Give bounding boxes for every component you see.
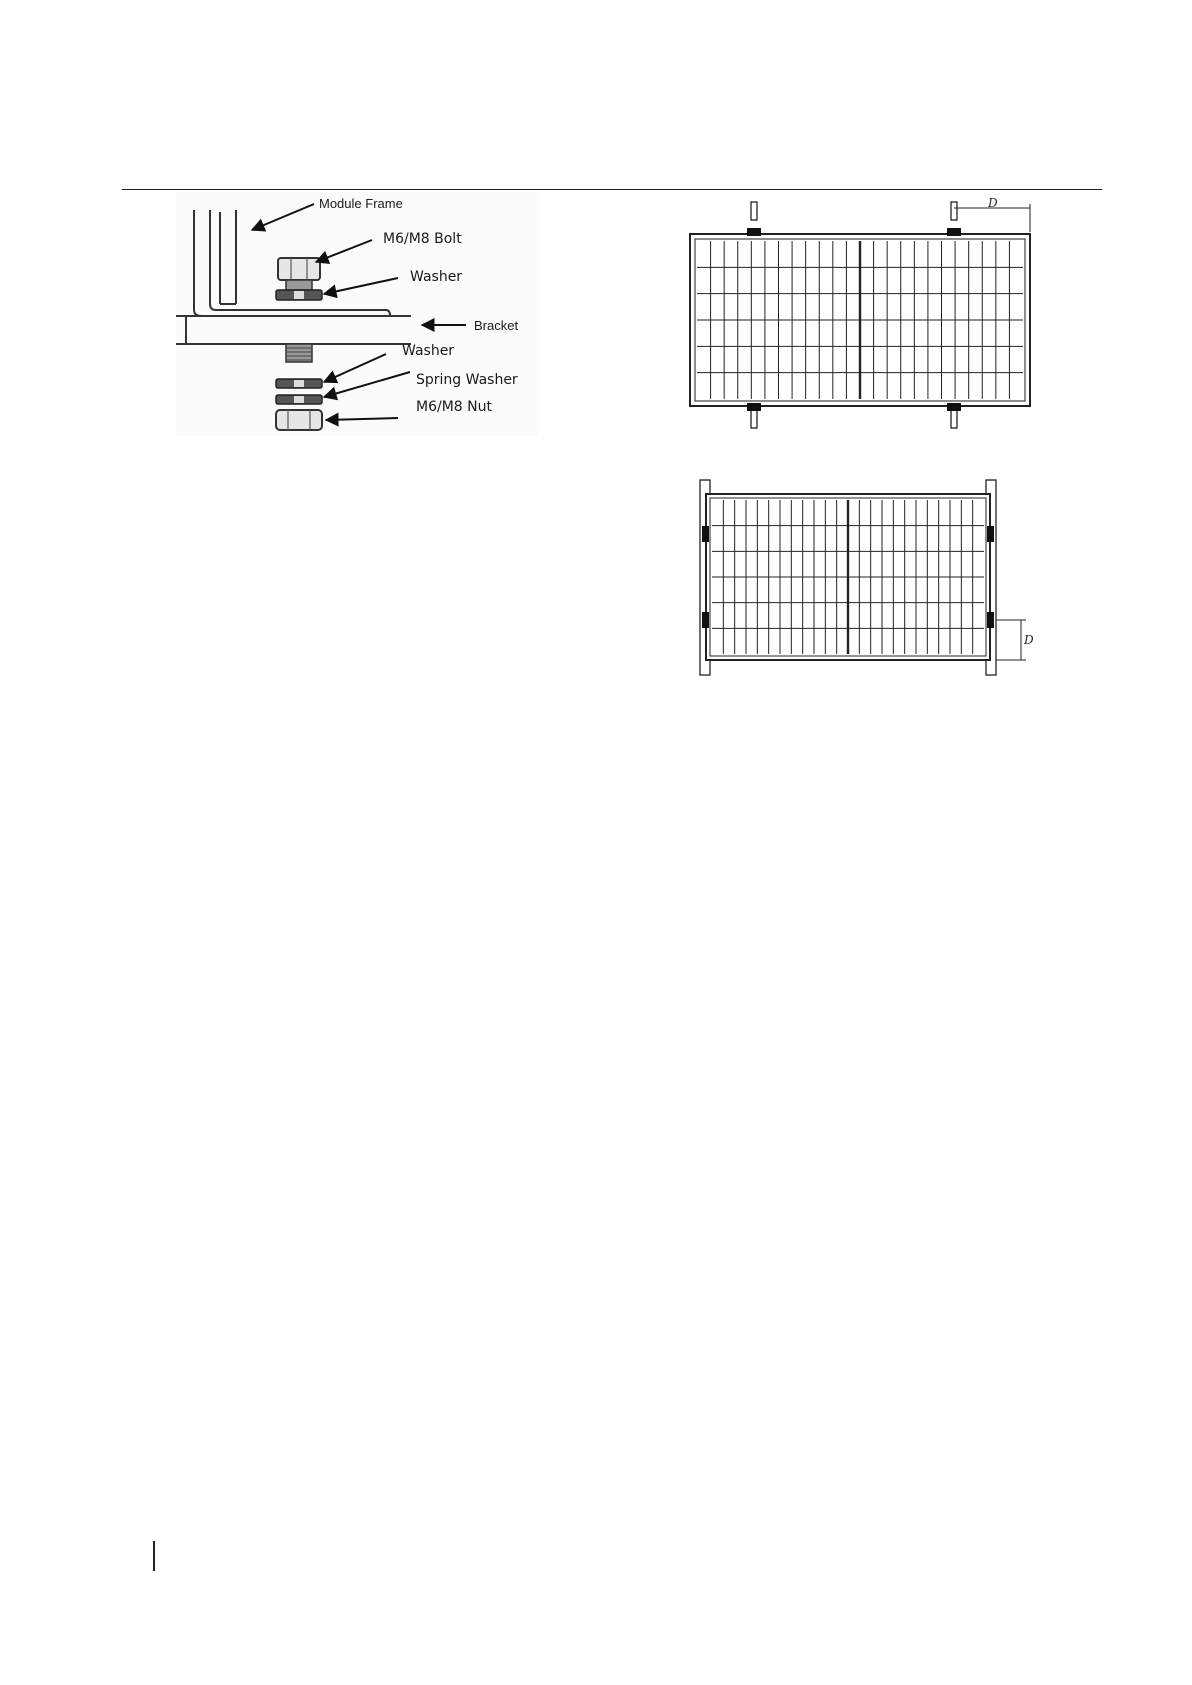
washer-bottom-label: Washer	[402, 343, 455, 359]
spring-washer-shape	[276, 395, 322, 404]
dimension-label: D	[988, 196, 998, 210]
nut-label: M6/M8 Nut	[416, 399, 492, 415]
bracket-label: Bracket	[474, 318, 519, 333]
bolt-head-shape	[278, 258, 320, 280]
dimension-label: D	[1024, 633, 1034, 647]
panel-diagram-top	[680, 196, 1050, 432]
bottom-washer-shape	[276, 379, 322, 388]
dimension-marker	[996, 620, 1026, 660]
footer-marker	[153, 1541, 155, 1571]
nut-shape	[276, 410, 322, 430]
module-frame-label: Module Frame	[319, 196, 403, 211]
panel-diagram-bottom	[696, 478, 1036, 678]
fastener-diagram	[176, 192, 538, 436]
bolt-label: M6/M8 Bolt	[383, 231, 462, 247]
header-rule	[122, 189, 1102, 190]
top-washer-shape	[276, 290, 322, 300]
washer-top-label: Washer	[410, 269, 463, 285]
spring-washer-label: Spring Washer	[416, 372, 518, 388]
